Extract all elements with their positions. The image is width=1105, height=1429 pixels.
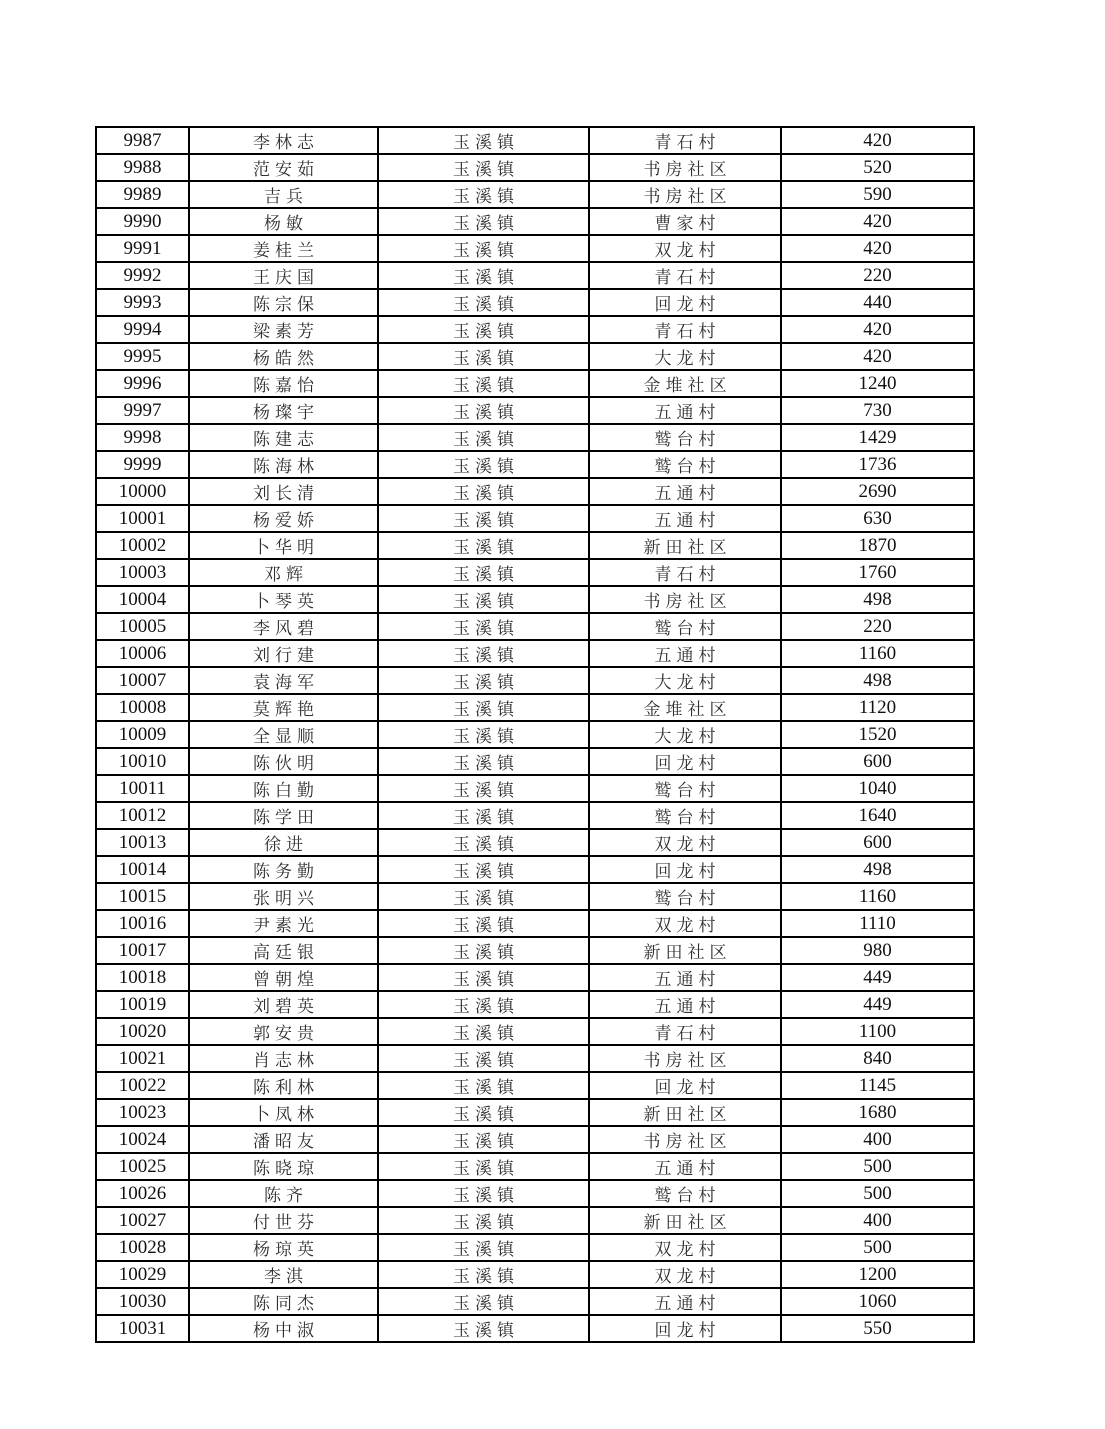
- table-row: [96, 829, 974, 856]
- cell-id: 10020: [96, 1018, 189, 1045]
- table-row: [96, 802, 974, 829]
- cell-amount: 1240: [781, 370, 974, 397]
- cell-amount: 498: [781, 586, 974, 613]
- cell-village: 金堆社区: [589, 370, 781, 397]
- cell-id: 9987: [96, 127, 189, 154]
- table-row: [96, 856, 974, 883]
- table-row: [96, 1180, 974, 1207]
- cell-village: 金堆社区: [589, 694, 781, 721]
- cell-id: 10028: [96, 1234, 189, 1261]
- cell-town: 玉溪镇: [378, 721, 589, 748]
- table-row: [96, 775, 974, 802]
- cell-amount: 1429: [781, 424, 974, 451]
- cell-name: 张明兴: [189, 883, 378, 910]
- cell-town: 玉溪镇: [378, 235, 589, 262]
- cell-amount: 840: [781, 1045, 974, 1072]
- cell-town: 玉溪镇: [378, 1207, 589, 1234]
- table-row: [96, 424, 974, 451]
- cell-name: 陈海林: [189, 451, 378, 478]
- cell-village: 书房社区: [589, 586, 781, 613]
- cell-village: 青石村: [589, 559, 781, 586]
- cell-name: 梁素芳: [189, 316, 378, 343]
- cell-amount: 600: [781, 829, 974, 856]
- table-row: [96, 532, 974, 559]
- cell-town: 玉溪镇: [378, 262, 589, 289]
- cell-town: 玉溪镇: [378, 1018, 589, 1045]
- cell-id: 10014: [96, 856, 189, 883]
- cell-town: 玉溪镇: [378, 775, 589, 802]
- table-row: [96, 127, 974, 154]
- cell-name: 郭安贵: [189, 1018, 378, 1045]
- cell-name: 杨敏: [189, 208, 378, 235]
- cell-town: 玉溪镇: [378, 991, 589, 1018]
- cell-amount: 449: [781, 964, 974, 991]
- cell-amount: 520: [781, 154, 974, 181]
- cell-town: 玉溪镇: [378, 127, 589, 154]
- table-row: [96, 1153, 974, 1180]
- cell-village: 鹫台村: [589, 613, 781, 640]
- cell-town: 玉溪镇: [378, 424, 589, 451]
- table-row: [96, 937, 974, 964]
- cell-id: 10017: [96, 937, 189, 964]
- table-row: [96, 964, 974, 991]
- cell-name: 肖志林: [189, 1045, 378, 1072]
- cell-amount: 400: [781, 1126, 974, 1153]
- table-row: [96, 1045, 974, 1072]
- cell-village: 双龙村: [589, 910, 781, 937]
- cell-amount: 498: [781, 667, 974, 694]
- cell-id: 10013: [96, 829, 189, 856]
- cell-village: 新田社区: [589, 532, 781, 559]
- cell-village: 曹家村: [589, 208, 781, 235]
- table-row: [96, 883, 974, 910]
- cell-name: 陈白勤: [189, 775, 378, 802]
- cell-town: 玉溪镇: [378, 802, 589, 829]
- cell-amount: 420: [781, 343, 974, 370]
- cell-amount: 1760: [781, 559, 974, 586]
- cell-village: 青石村: [589, 262, 781, 289]
- cell-village: 回龙村: [589, 856, 781, 883]
- cell-village: 书房社区: [589, 181, 781, 208]
- cell-village: 回龙村: [589, 289, 781, 316]
- cell-name: 杨琼英: [189, 1234, 378, 1261]
- cell-village: 双龙村: [589, 1261, 781, 1288]
- cell-amount: 730: [781, 397, 974, 424]
- table-row: [96, 316, 974, 343]
- cell-id: 10023: [96, 1099, 189, 1126]
- cell-name: 陈嘉怡: [189, 370, 378, 397]
- cell-id: 9994: [96, 316, 189, 343]
- cell-id: 10004: [96, 586, 189, 613]
- cell-id: 10019: [96, 991, 189, 1018]
- cell-town: 玉溪镇: [378, 748, 589, 775]
- cell-village: 鹫台村: [589, 424, 781, 451]
- cell-village: 双龙村: [589, 235, 781, 262]
- cell-town: 玉溪镇: [378, 883, 589, 910]
- cell-town: 玉溪镇: [378, 1315, 589, 1342]
- cell-village: 五通村: [589, 505, 781, 532]
- cell-amount: 590: [781, 181, 974, 208]
- cell-name: 袁海军: [189, 667, 378, 694]
- cell-village: 鹫台村: [589, 775, 781, 802]
- cell-id: 10012: [96, 802, 189, 829]
- cell-village: 大龙村: [589, 343, 781, 370]
- cell-village: 新田社区: [589, 1099, 781, 1126]
- cell-name: 杨璨宇: [189, 397, 378, 424]
- cell-village: 书房社区: [589, 1126, 781, 1153]
- cell-amount: 500: [781, 1153, 974, 1180]
- table-row: [96, 1315, 974, 1342]
- cell-amount: 1640: [781, 802, 974, 829]
- table-row: [96, 1261, 974, 1288]
- table-row: [96, 451, 974, 478]
- table-row: [96, 1126, 974, 1153]
- cell-name: 陈齐: [189, 1180, 378, 1207]
- cell-town: 玉溪镇: [378, 694, 589, 721]
- cell-name: 潘昭友: [189, 1126, 378, 1153]
- table-row: [96, 1234, 974, 1261]
- cell-name: 陈务勤: [189, 856, 378, 883]
- cell-village: 五通村: [589, 478, 781, 505]
- cell-name: 尹素光: [189, 910, 378, 937]
- cell-amount: 400: [781, 1207, 974, 1234]
- cell-id: 9991: [96, 235, 189, 262]
- cell-village: 青石村: [589, 127, 781, 154]
- cell-name: 陈学田: [189, 802, 378, 829]
- table-row: [96, 1072, 974, 1099]
- cell-town: 玉溪镇: [378, 397, 589, 424]
- cell-name: 姜桂兰: [189, 235, 378, 262]
- cell-village: 新田社区: [589, 1207, 781, 1234]
- cell-town: 玉溪镇: [378, 343, 589, 370]
- cell-id: 9996: [96, 370, 189, 397]
- cell-id: 10026: [96, 1180, 189, 1207]
- cell-name: 范安茹: [189, 154, 378, 181]
- cell-village: 五通村: [589, 1153, 781, 1180]
- cell-village: 大龙村: [589, 721, 781, 748]
- cell-town: 玉溪镇: [378, 1234, 589, 1261]
- cell-amount: 980: [781, 937, 974, 964]
- cell-name: 李风碧: [189, 613, 378, 640]
- table-row: [96, 694, 974, 721]
- cell-amount: 1120: [781, 694, 974, 721]
- table-row: [96, 1207, 974, 1234]
- cell-village: 新田社区: [589, 937, 781, 964]
- cell-name: 陈宗保: [189, 289, 378, 316]
- cell-id: 9995: [96, 343, 189, 370]
- cell-id: 9993: [96, 289, 189, 316]
- cell-name: 王庆国: [189, 262, 378, 289]
- cell-town: 玉溪镇: [378, 640, 589, 667]
- cell-town: 玉溪镇: [378, 559, 589, 586]
- cell-town: 玉溪镇: [378, 964, 589, 991]
- cell-id: 10005: [96, 613, 189, 640]
- cell-amount: 500: [781, 1234, 974, 1261]
- cell-village: 青石村: [589, 1018, 781, 1045]
- table-row: [96, 910, 974, 937]
- cell-name: 杨爱娇: [189, 505, 378, 532]
- cell-name: 吉兵: [189, 181, 378, 208]
- table-row: [96, 397, 974, 424]
- cell-amount: 1040: [781, 775, 974, 802]
- cell-town: 玉溪镇: [378, 1153, 589, 1180]
- table-row: [96, 505, 974, 532]
- table-row: [96, 640, 974, 667]
- cell-amount: 500: [781, 1180, 974, 1207]
- cell-amount: 1060: [781, 1288, 974, 1315]
- cell-name: 高廷银: [189, 937, 378, 964]
- cell-amount: 1680: [781, 1099, 974, 1126]
- table-row: [96, 343, 974, 370]
- table-row: [96, 208, 974, 235]
- cell-name: 徐进: [189, 829, 378, 856]
- cell-village: 回龙村: [589, 748, 781, 775]
- cell-amount: 630: [781, 505, 974, 532]
- cell-name: 陈伙明: [189, 748, 378, 775]
- cell-name: 刘行建: [189, 640, 378, 667]
- cell-amount: 1100: [781, 1018, 974, 1045]
- cell-amount: 420: [781, 127, 974, 154]
- cell-village: 五通村: [589, 991, 781, 1018]
- cell-id: 9988: [96, 154, 189, 181]
- cell-name: 刘碧英: [189, 991, 378, 1018]
- table-row: [96, 262, 974, 289]
- cell-id: 10000: [96, 478, 189, 505]
- table-row: [96, 1018, 974, 1045]
- cell-town: 玉溪镇: [378, 532, 589, 559]
- cell-village: 五通村: [589, 964, 781, 991]
- cell-name: 李淇: [189, 1261, 378, 1288]
- table-row: [96, 235, 974, 262]
- cell-town: 玉溪镇: [378, 154, 589, 181]
- table-row: [96, 667, 974, 694]
- cell-amount: 449: [781, 991, 974, 1018]
- table-row: [96, 613, 974, 640]
- table-row: [96, 1288, 974, 1315]
- cell-name: 卜华明: [189, 532, 378, 559]
- cell-name: 付世芬: [189, 1207, 378, 1234]
- cell-id: 10021: [96, 1045, 189, 1072]
- cell-town: 玉溪镇: [378, 1099, 589, 1126]
- table-row: [96, 559, 974, 586]
- cell-amount: 220: [781, 262, 974, 289]
- cell-name: 全显顺: [189, 721, 378, 748]
- cell-village: 书房社区: [589, 154, 781, 181]
- cell-id: 10010: [96, 748, 189, 775]
- cell-town: 玉溪镇: [378, 1126, 589, 1153]
- cell-name: 杨皓然: [189, 343, 378, 370]
- cell-name: 李林志: [189, 127, 378, 154]
- cell-town: 玉溪镇: [378, 208, 589, 235]
- cell-village: 鹫台村: [589, 1180, 781, 1207]
- cell-village: 大龙村: [589, 667, 781, 694]
- roster-table-body: [96, 127, 974, 1342]
- cell-village: 五通村: [589, 397, 781, 424]
- cell-id: 10018: [96, 964, 189, 991]
- table-row: [96, 181, 974, 208]
- cell-town: 玉溪镇: [378, 1045, 589, 1072]
- cell-name: 陈晓琼: [189, 1153, 378, 1180]
- cell-id: 10031: [96, 1315, 189, 1342]
- cell-id: 10029: [96, 1261, 189, 1288]
- cell-town: 玉溪镇: [378, 289, 589, 316]
- cell-town: 玉溪镇: [378, 667, 589, 694]
- cell-id: 10006: [96, 640, 189, 667]
- cell-amount: 498: [781, 856, 974, 883]
- cell-id: 10030: [96, 1288, 189, 1315]
- cell-amount: 1870: [781, 532, 974, 559]
- cell-name: 曾朝煌: [189, 964, 378, 991]
- cell-town: 玉溪镇: [378, 829, 589, 856]
- cell-id: 10024: [96, 1126, 189, 1153]
- cell-amount: 2690: [781, 478, 974, 505]
- cell-amount: 1110: [781, 910, 974, 937]
- cell-id: 9999: [96, 451, 189, 478]
- cell-amount: 1520: [781, 721, 974, 748]
- cell-village: 鹫台村: [589, 802, 781, 829]
- cell-village: 双龙村: [589, 1234, 781, 1261]
- cell-name: 陈利林: [189, 1072, 378, 1099]
- cell-town: 玉溪镇: [378, 613, 589, 640]
- cell-id: 10008: [96, 694, 189, 721]
- cell-id: 10025: [96, 1153, 189, 1180]
- table-row: [96, 721, 974, 748]
- cell-town: 玉溪镇: [378, 370, 589, 397]
- cell-town: 玉溪镇: [378, 586, 589, 613]
- cell-id: 10022: [96, 1072, 189, 1099]
- cell-town: 玉溪镇: [378, 478, 589, 505]
- cell-id: 10001: [96, 505, 189, 532]
- cell-id: 10027: [96, 1207, 189, 1234]
- cell-amount: 1200: [781, 1261, 974, 1288]
- cell-id: 9997: [96, 397, 189, 424]
- cell-id: 10007: [96, 667, 189, 694]
- cell-id: 10002: [96, 532, 189, 559]
- cell-id: 10016: [96, 910, 189, 937]
- cell-id: 10011: [96, 775, 189, 802]
- table-row: [96, 748, 974, 775]
- cell-name: 杨中淑: [189, 1315, 378, 1342]
- cell-village: 书房社区: [589, 1045, 781, 1072]
- cell-id: 9990: [96, 208, 189, 235]
- cell-amount: 1145: [781, 1072, 974, 1099]
- table-row: [96, 289, 974, 316]
- cell-amount: 1160: [781, 640, 974, 667]
- cell-amount: 420: [781, 316, 974, 343]
- cell-id: 10003: [96, 559, 189, 586]
- cell-amount: 1736: [781, 451, 974, 478]
- cell-amount: 420: [781, 235, 974, 262]
- cell-town: 玉溪镇: [378, 1072, 589, 1099]
- cell-name: 陈建志: [189, 424, 378, 451]
- cell-amount: 600: [781, 748, 974, 775]
- cell-id: 10009: [96, 721, 189, 748]
- cell-village: 回龙村: [589, 1315, 781, 1342]
- cell-village: 青石村: [589, 316, 781, 343]
- cell-name: 邓辉: [189, 559, 378, 586]
- cell-town: 玉溪镇: [378, 181, 589, 208]
- cell-town: 玉溪镇: [378, 505, 589, 532]
- cell-town: 玉溪镇: [378, 910, 589, 937]
- cell-village: 回龙村: [589, 1072, 781, 1099]
- cell-town: 玉溪镇: [378, 937, 589, 964]
- cell-id: 9992: [96, 262, 189, 289]
- cell-name: 卜凤林: [189, 1099, 378, 1126]
- cell-town: 玉溪镇: [378, 856, 589, 883]
- cell-town: 玉溪镇: [378, 316, 589, 343]
- cell-amount: 220: [781, 613, 974, 640]
- cell-id: 9989: [96, 181, 189, 208]
- cell-village: 双龙村: [589, 829, 781, 856]
- cell-amount: 440: [781, 289, 974, 316]
- table-row: [96, 154, 974, 181]
- cell-town: 玉溪镇: [378, 451, 589, 478]
- cell-village: 五通村: [589, 1288, 781, 1315]
- cell-village: 鹫台村: [589, 451, 781, 478]
- cell-amount: 550: [781, 1315, 974, 1342]
- cell-name: 陈同杰: [189, 1288, 378, 1315]
- cell-town: 玉溪镇: [378, 1180, 589, 1207]
- table-row: [96, 586, 974, 613]
- cell-amount: 420: [781, 208, 974, 235]
- cell-town: 玉溪镇: [378, 1261, 589, 1288]
- cell-amount: 1160: [781, 883, 974, 910]
- cell-id: 9998: [96, 424, 189, 451]
- cell-village: 五通村: [589, 640, 781, 667]
- cell-town: 玉溪镇: [378, 1288, 589, 1315]
- cell-name: 莫辉艳: [189, 694, 378, 721]
- cell-village: 鹫台村: [589, 883, 781, 910]
- table-row: [96, 991, 974, 1018]
- cell-id: 10015: [96, 883, 189, 910]
- cell-name: 刘长清: [189, 478, 378, 505]
- table-row: [96, 370, 974, 397]
- cell-name: 卜琴英: [189, 586, 378, 613]
- table-row: [96, 478, 974, 505]
- table-row: [96, 1099, 974, 1126]
- roster-table: [95, 126, 975, 1343]
